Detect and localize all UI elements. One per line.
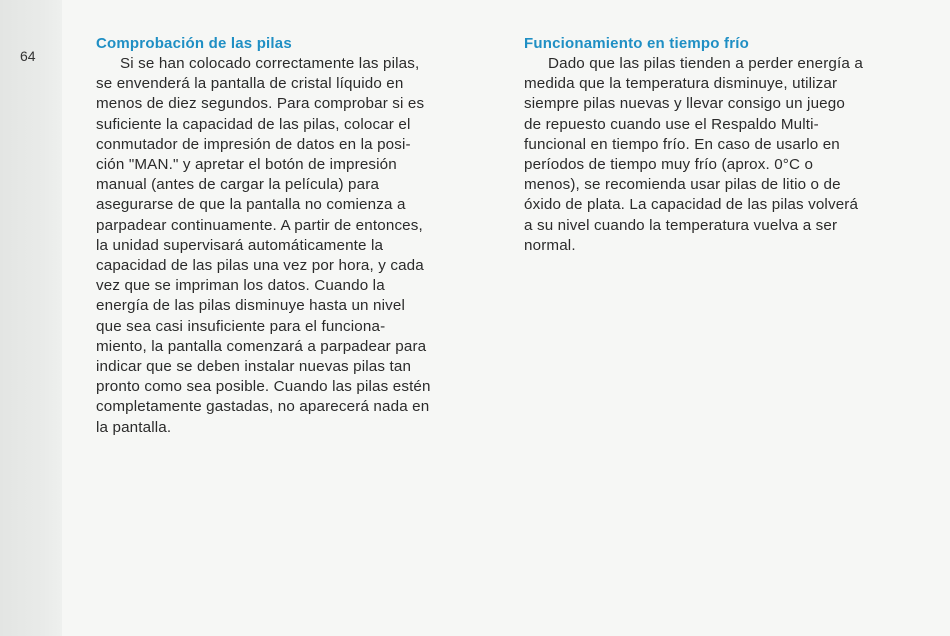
section-battery-check <box>96 34 477 438</box>
section-body: Dado que las pilas tienden a perder energía a medida que la temperatura disminuye, utilizar siempre pilas nuevas y llevar consigo un juego de repuesto cuando use el Respaldo Multi- funcional en tiempo frío. En caso de usarlo en períodos de tiempo muy frío (aprox. 0°C o menos), se recomienda usar pilas de litio o de óxido de plata. La capacidad de las pilas volverá a su nivel cuando la temperatura vuelva a ser normal. <box>524 55 863 254</box>
section-heading: Funcionamiento en tiempo frío <box>524 35 749 52</box>
page-margin-strip <box>0 0 62 636</box>
section-body: Si se han colocado correctamente las pilas, se envenderá la pantalla de cristal líquido en menos de diez segundos. Para comprobar si es suficiente la capacidad de las pilas, colocar el conmutador de impresión de datos en la posi- ción "MAN." y apretar el botón de impresión manual (antes de cargar la película) para asegurarse de que la pantalla no comienza a parpadear continuamente. A partir de entonces, la unidad supervisará automáticamente la capacidad de las pilas una vez por hora, y cada vez que se impriman los datos. Cuando la energía de las pilas disminuye hasta un nivel que sea casi insuficiente para el funciona- miento, la pantalla comenzará a parpadear para indicar que se deben instalar nuevas pilas tan pronto como sea posible. Cuando las pilas estén completamente gastadas, no aparecerá nada en la pantalla. <box>96 55 431 436</box>
page-number: 64 <box>20 48 36 64</box>
section-cold-weather <box>524 34 905 256</box>
section-heading: Comprobación de las pilas <box>96 35 292 52</box>
